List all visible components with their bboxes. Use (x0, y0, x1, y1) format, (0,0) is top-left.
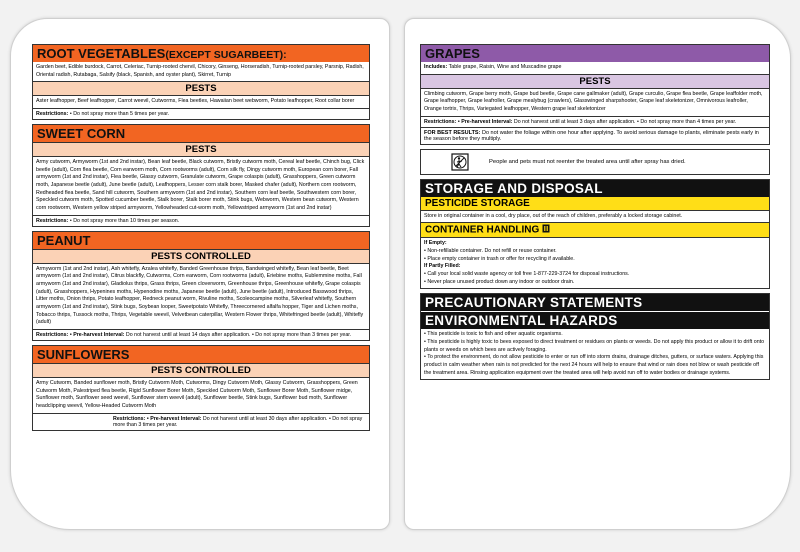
grapes-title: GRAPES (421, 45, 769, 62)
pesticide-storage-title: PESTICIDE STORAGE (421, 197, 769, 211)
includes-label: Includes: (424, 64, 448, 70)
sunflowers-section (32, 345, 370, 431)
if-empty-label: If Empty: (424, 240, 447, 247)
restrictions-text: Do not harvest until at least 14 days after application. • Do not spray more than 3 times per year. (125, 332, 352, 339)
reentry-text: People and pets must not reenter the treated area until after spray has dried. (489, 158, 686, 165)
pesticide-storage-text: Store in original container in a cool, dry place, out of the reach of children, preferably a locked storage cabinet. (424, 212, 683, 219)
corn-pests-header: PESTS (33, 142, 369, 157)
peanut-title: PEANUT (33, 232, 369, 249)
empty-item: • Non-refillable container. Do not refill or reuse container. (424, 248, 557, 255)
empty-item: • Place empty container in trash or offer for recycling if available. (424, 255, 575, 262)
environmental-hazards-title: ENVIRONMENTAL HAZARDS (421, 311, 769, 329)
sweet-corn-title: SWEET CORN (33, 125, 369, 142)
grapes-pests-header: PESTS (421, 74, 769, 89)
grapes-includes (421, 62, 769, 74)
hazard-item: • This pesticide is highly toxic to bees exposed to direct treatment or residues on plants or weeds. Do not apply this product or allow it to drift onto plants or weeds on which bees are actively foraging. (424, 339, 765, 353)
sunflowers-restrictions (33, 413, 369, 430)
sunflowers-pests-header: PESTS CONTROLLED (33, 363, 369, 378)
reentry-box (420, 149, 770, 175)
sunflowers-pests: Army Cutworm, Banded sunflower moth, Bristly Cutworm Moth, Cutworms, Dingy Cutworm Moth, Glassy Cutworm, Grasshoppers, Green Cutworm Moth, Palestriped flea beetle, Rigid Sunflower Borer Moth, Speckled Cutworm Moth, Sunflower Borer Moth, Sunflower midge, Sunflower moth, Sunflower seed weevil, Sunflower stem weevil (adult), Sunflower beetle, Stink bugs, Sunflower bud moth, Sunflower headclipping weevil, Yellow-Headed Cutworm Moth (36, 380, 358, 410)
storage-section (420, 179, 770, 290)
peanut-restrictions (33, 329, 369, 340)
root-vegetables-title (33, 45, 369, 62)
peanut-pests: Armyworm (1st and 2nd instar), Ash whitefly, Azalea whitefly, Banded Greenhouse thrips, Bandwinged whitefly, Bean leaf beetle, Beet armyworm (1st and 2nd instar), Citrus blackfly, Cutworms, Corn earworm, Corn rootworms (adult), Eriebine moths, Eublemmine moths, Fall armyworm (1st and 2nd instar), Gladiolus thrips, Grass thrips, Green cloverworm, Greenhouse thrips, Greenhouse whitefly, Grape colaspis (adult), Grasshoppers, Hypenines moths, Hypenodine moths, Japanese beetle (adult), June beetle (adult), Introduced Basswood thrips, Litter moths, Onion thrips, Potato leafhopper, Redneck peanut worm, Rivuline moths, Scoleocampine moths, Silverleaf whitefly, Southern armyworm (1st and 2nd instar), Stink bugs, Soybean looper, Sweetpotato Whitefly, Threecornered alfalfa hopper, Tiger and Lichen moths, Tobacco thrips, Tussock moths, Thrips, Vegetable weevil, Velvetbean caterpillar, Western Flower thrips, Whitefringed beetle (adult), Whitefly (adult) (36, 265, 364, 326)
root-title-main: ROOT VEGETABLES (37, 46, 166, 61)
grapes-pests: Climbing cutworm, Grape berry moth, Grape bud beetle, Grape cane gallmaker (adult), Grape curculio, Grape flea beetle, Grape leaffolder moth, Grape leafhopper, Grape leafroller, Grape mealybug (crawlers), Glasswinged sharpshooter, Grape leaf skeletonizer, Omnivorous leafroller, Orange tortrix, Thrips, Variegated leafhopper, Western grape leaf skeletonizer (424, 90, 763, 113)
environmental-hazards-text (421, 329, 769, 379)
best-results-label: FOR BEST RESULTS: (424, 129, 481, 136)
root-vegetables-section (32, 44, 370, 120)
sunflowers-title: SUNFLOWERS (33, 346, 369, 363)
includes-text: Table grape, Raisin, Wine and Muscadine grape (448, 64, 562, 70)
no-entry-person-icon (451, 153, 469, 171)
root-pests-header: PESTS (33, 81, 369, 96)
restrictions-label: Restrictions: (424, 118, 457, 125)
restrictions-text: • Do not spray more than 5 times per year. (69, 111, 170, 118)
restrictions-text: Do not harvest until at least 3 days after application. • Do not spray more than 4 times per year. (513, 118, 737, 125)
root-restrictions (33, 108, 369, 119)
recycle-bin-icon (542, 224, 550, 236)
corn-pests: Army cutworm, Armyworm (1st and 2nd instar), Bean leaf beetle, Black cutworm, Bristly cutworm moth, Cereal leaf beetle, Chinch bug, Click beetle (adult), Corn flea beetle, Corn earworm moth, Corn rootworms (adult), Corn silk fly, Dingy cutworm moth, European corn borer, Fall armyworm (1st and 2nd instar), Flea beetle, Glassy cutworm, Granulate cutworm, Grape colaspis (adult), Grasshoppers, Green cutworm moth, Japanese beetle (adult), June beetle (adult), Leafhoppers, Lesser corn stalk borer, Masked chafer (adult), Northern corn rootworm, Redheaded flea beetle, Sand hill cutworm, Southern armyworm (1st and 2nd instar), Southern corn leaf beetle, Southwestern corn borer, Speckled cutworm moth, Spotted cucumber beetle, Stalk borer, Stalk borer moth, Stink bugs, Webworm, Western bean cutworm, Western corn rootworm, Western yellow striped armyworm, Yellowheaded cut-worm moth, Yellowstriped armyworm (1st and 2nd instar) (36, 159, 365, 212)
partly-item: • Call your local solid waste agency or toll free 1-877-229-3724 for disposal instructions. (424, 271, 630, 278)
container-handling-title (421, 222, 769, 238)
grapes-restrictions (421, 116, 769, 127)
peanut-section (32, 231, 370, 341)
right-column (420, 44, 770, 384)
root-crops: Garden beet, Edible burdock, Carrot, Celeriac, Turnip-rooted chervil, Chicory, Ginseng, Horseradish, Turnip-rooted parsley, Parsnip, Radish, Oriental radish, Rutabaga, Salsify (black, Spanish, and oyster plant), Skirret, Turnip (36, 64, 364, 78)
phi-label: • Pre-harvest Interval: (457, 118, 513, 125)
restrictions-label: Restrictions: (36, 217, 69, 224)
container-title-text: CONTAINER HANDLING (425, 225, 540, 236)
restrictions-label: Restrictions: (36, 111, 69, 118)
restrictions-text: • Do not spray more than 10 times per season. (69, 217, 180, 224)
left-column (32, 44, 370, 435)
phi-label: • Pre-harvest Interval: (146, 415, 202, 422)
restrictions-label: Restrictions: (36, 332, 69, 339)
best-results-text: Do not water the foliage within one hour after applying. To avoid serious damage to plants, eliminate pests early in the season before they multiply. (424, 129, 759, 142)
peanut-pests-header: PESTS CONTROLLED (33, 249, 369, 264)
storage-title: STORAGE AND DISPOSAL (421, 180, 769, 197)
best-results (421, 127, 769, 144)
hazard-item: • To protect the environment, do not allow pesticide to enter or run off into storm drains, drainage ditches, gutters, or surface waters. Applying this product in calm weather when rain is not predicted for the next 24 hours will help to ensure that wind or rain does not blow or wash pesticide off the treatment area. Rinsing application equipment over the treated area will help avoid run off to water bodies or drainage systems. (424, 354, 764, 376)
if-partly-label: If Partly Filled: (424, 263, 461, 270)
sweet-corn-section (32, 124, 370, 227)
corn-restrictions (33, 215, 369, 226)
root-title-suffix: (EXCEPT SUGARBEET): (165, 49, 287, 61)
precautionary-title: PRECAUTIONARY STATEMENTS (421, 294, 769, 311)
partly-item: • Never place unused product down any indoor or outdoor drain. (424, 278, 575, 285)
restrictions-text: Do not harvest until at least 30 days after application. • Do not spray more than 3 times per year. (113, 415, 363, 428)
restrictions-label: Restrictions: (113, 415, 146, 422)
container-handling-text (421, 238, 769, 288)
hazard-item: • This pesticide is toxic to fish and other aquatic organisms. (424, 331, 563, 338)
grapes-section (420, 44, 770, 145)
precautionary-section (420, 293, 770, 380)
root-pests: Aster leafhopper, Beef leafhopper, Carrot weevil, Cutworms, Flea beetles, Hawaiian beet webworm, Potato leafhopper, Root collar borer (36, 98, 355, 105)
phi-label: • Pre-harvest Interval: (69, 332, 125, 339)
